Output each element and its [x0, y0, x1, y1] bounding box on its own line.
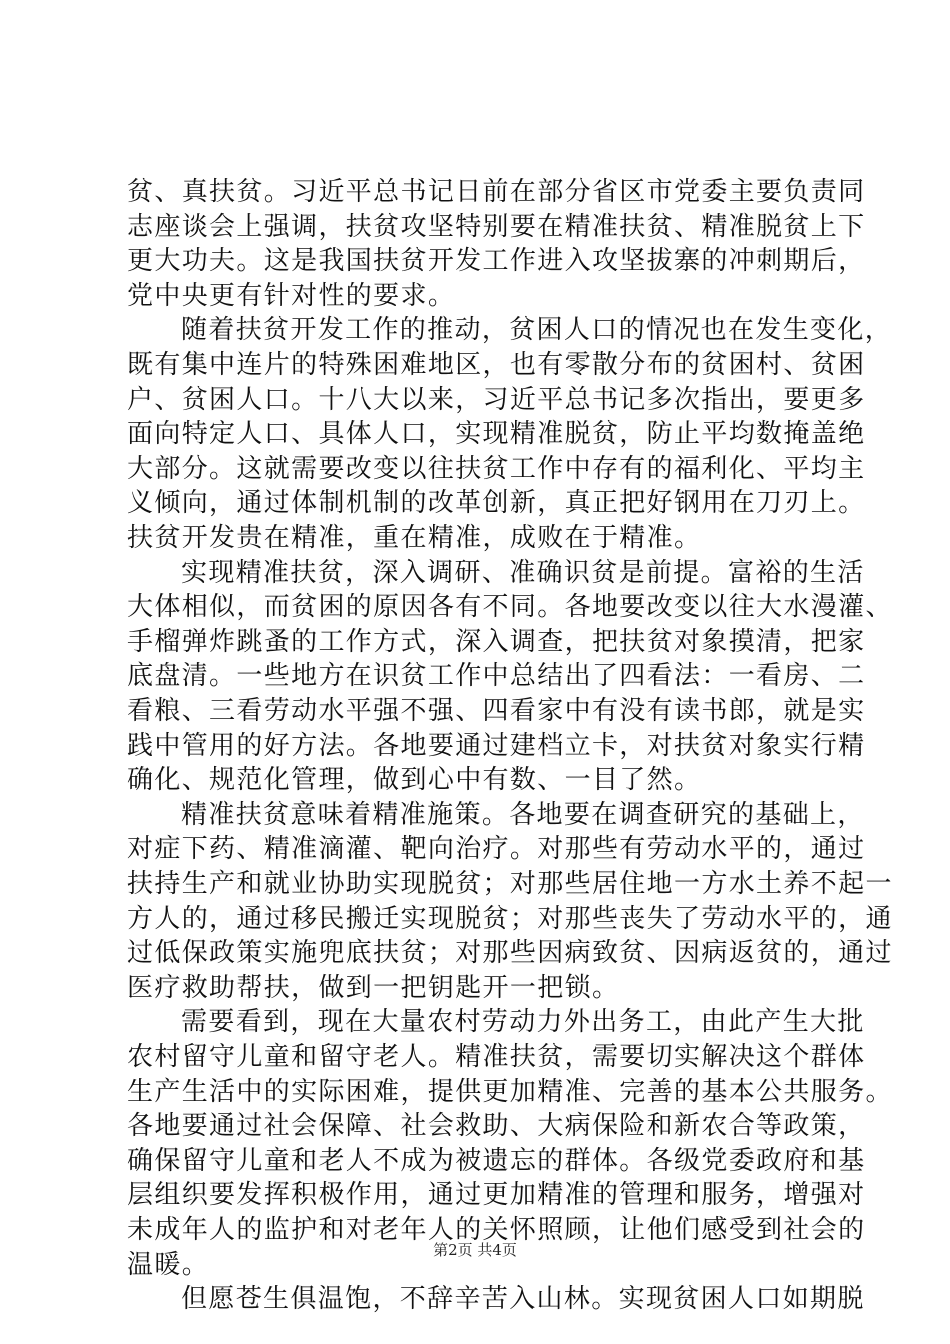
text-line: 党中央更有针对性的要求。 — [127, 281, 456, 311]
text-line: 确保留守儿童和老人不成为被遗忘的群体。各级党委政府和基 — [127, 1146, 866, 1176]
text-line: 各地要通过社会保障、社会救助、大病保险和新农合等政策， — [127, 1111, 866, 1141]
page-number-footer: 第2页 共4页 — [433, 1241, 517, 1259]
text-line: 既有集中连片的特殊困难地区，也有零散分布的贫困村、贫困 — [127, 350, 866, 380]
text-line: 温暖。 — [127, 1250, 210, 1280]
text-line: 农村留守儿童和留守老人。精准扶贫，需要切实解决这个群体 — [127, 1042, 866, 1072]
text-line: 贫、真扶贫。习近平总书记日前在部分省区市党委主要负责同 — [127, 177, 866, 207]
text-line: 大部分。这就需要改变以往扶贫工作中存有的福利化、平均主 — [127, 454, 866, 484]
text-line: 确化、规范化管理，做到心中有数、一目了然。 — [127, 765, 702, 795]
text-line: 扶贫开发贵在精准，重在精准，成败在于精准。 — [127, 523, 702, 553]
text-line: 生产生活中的实际困难，提供更加精准、完善的基本公共服务。 — [127, 1077, 893, 1107]
paragraph-start-line: 但愿苍生俱温饱，不辞辛苦入山林。实现贫困人口如期脱 — [181, 1284, 865, 1314]
text-line: 手榴弹炸跳蚤的工作方式，深入调查，把扶贫对象摸清，把家 — [127, 627, 866, 657]
paragraph-start-line: 实现精准扶贫，深入调研、准确识贫是前提。富裕的生活 — [181, 558, 865, 588]
text-line: 面向特定人口、具体人口，实现精准脱贫，防止平均数掩盖绝 — [127, 419, 866, 449]
paragraph-start-line: 精准扶贫意味着精准施策。各地要在调查研究的基础上， — [181, 800, 865, 830]
text-line: 未成年人的监护和对老年人的关怀照顾，让他们感受到社会的 — [127, 1215, 866, 1245]
text-line: 看粮、三看劳动水平强不强、四看家中有没有读书郎，就是实 — [127, 696, 866, 726]
text-line: 方人的，通过移民搬迁实现脱贫；对那些丧失了劳动水平的，通 — [127, 904, 893, 934]
text-line: 户、贫困人口。十八大以来，习近平总书记多次指出，要更多 — [127, 385, 866, 415]
text-line: 践中管用的好方法。各地要通过建档立卡，对扶贫对象实行精 — [127, 731, 866, 761]
text-line: 底盘清。一些地方在识贫工作中总结出了四看法：一看房、二 — [127, 661, 866, 691]
paragraph-start-line: 需要看到，现在大量农村劳动力外出务工，由此产生大批 — [181, 1007, 865, 1037]
text-line: 扶持生产和就业协助实现脱贫；对那些居住地一方水土养不起一 — [127, 869, 893, 899]
text-line: 大体相似，而贫困的原因各有不同。各地要改变以往大水漫灌、 — [127, 592, 893, 622]
paragraph-start-line: 随着扶贫开发工作的推动，贫困人口的情况也在发生变化， — [181, 315, 893, 345]
text-line: 志座谈会上强调，扶贫攻坚特别要在精准扶贫、精准脱贫上下 — [127, 212, 866, 242]
text-line: 义倾向，通过体制机制的改革创新，真正把好钢用在刀刃上。 — [127, 488, 866, 518]
text-line: 过低保政策实施兜底扶贫；对那些因病致贫、因病返贫的，通过 — [127, 938, 893, 968]
text-line: 更大功夫。这是我国扶贫开发工作进入攻坚拔寨的冲刺期后， — [127, 246, 866, 276]
text-line: 对症下药、精准滴灌、靶向治疗。对那些有劳动水平的，通过 — [127, 834, 866, 864]
text-line: 医疗救助帮扶，做到一把钥匙开一把锁。 — [127, 973, 620, 1003]
text-line: 层组织要发挥积极作用，通过更加精准的管理和服务，增强对 — [127, 1180, 866, 1210]
